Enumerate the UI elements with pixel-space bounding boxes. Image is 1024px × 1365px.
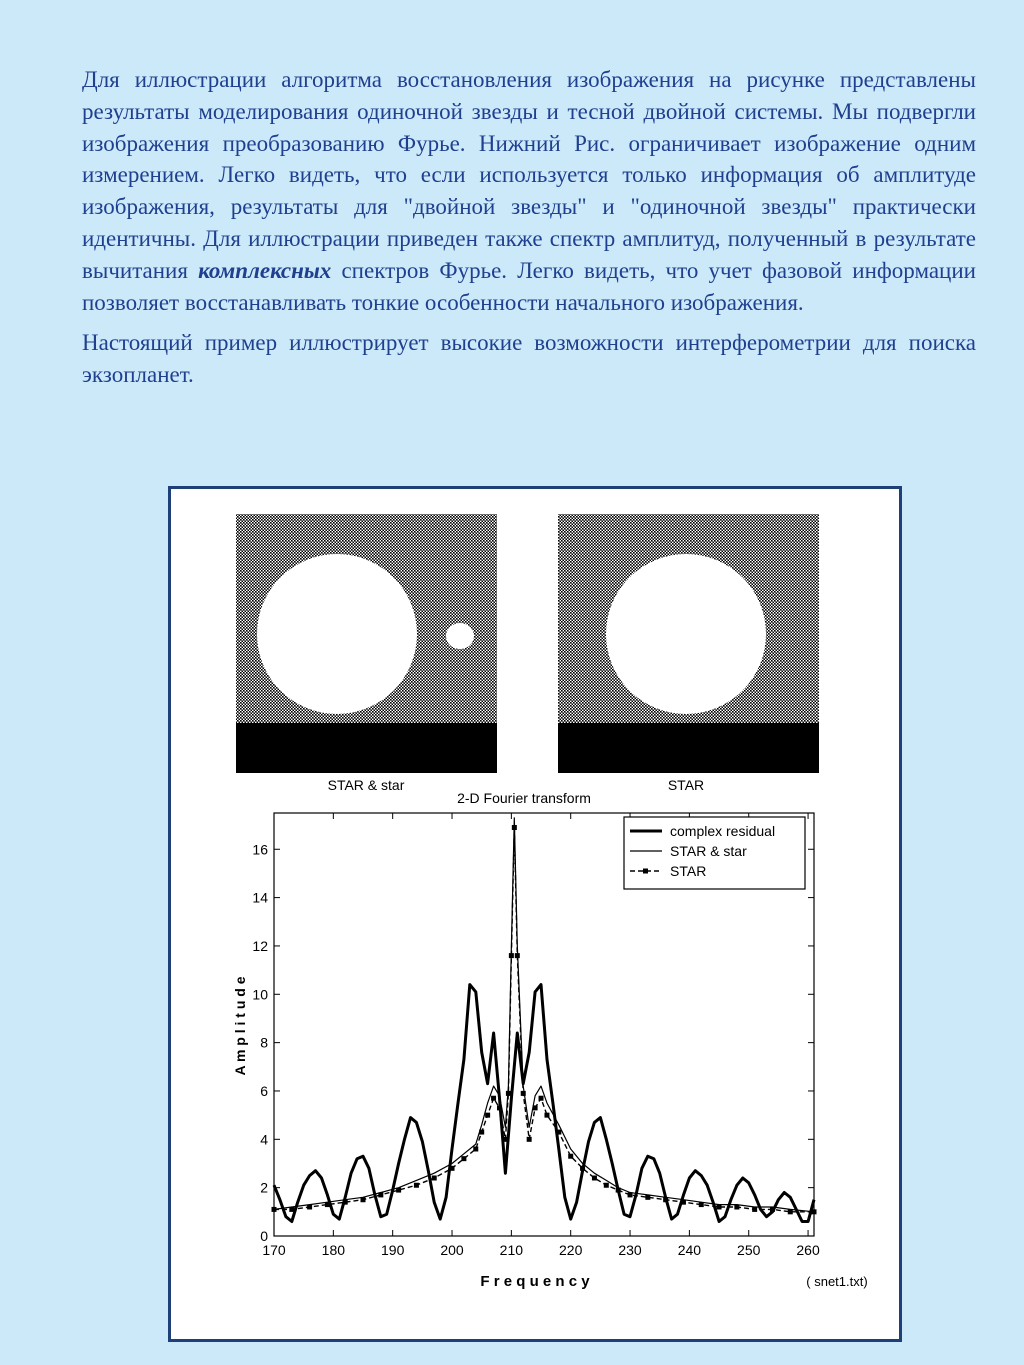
paragraph-2: Настоящий пример иллюстрирует высокие возможности интерферометрии для поиска экзопланет. xyxy=(82,330,976,388)
star-data-point xyxy=(485,1113,490,1118)
star-data-point xyxy=(515,953,520,958)
x-tick-label: 190 xyxy=(381,1242,405,1258)
paragraph-1 xyxy=(82,64,976,318)
legend-label-complex-residual: complex residual xyxy=(670,823,776,839)
star-data-point xyxy=(533,1105,538,1110)
legend-label-star: STAR xyxy=(670,863,707,879)
star-data-point xyxy=(628,1192,633,1197)
x-tick-label: 200 xyxy=(440,1242,464,1258)
star-data-point xyxy=(473,1146,478,1151)
double-star-dark-band xyxy=(236,723,497,773)
star-data-point xyxy=(734,1204,739,1209)
figure-svg xyxy=(171,489,899,1339)
star-data-point xyxy=(592,1175,597,1180)
double-star-image xyxy=(236,514,497,773)
star-data-point xyxy=(717,1204,722,1209)
star-data-point xyxy=(461,1156,466,1161)
star-data-point xyxy=(527,1137,532,1142)
y-tick-label: 12 xyxy=(252,937,268,954)
article-text xyxy=(82,64,976,400)
star-data-point xyxy=(414,1183,419,1188)
legend-label-star-and-star: STAR & star xyxy=(670,843,747,859)
y-tick-label: 2 xyxy=(260,1179,268,1196)
y-tick-label: 6 xyxy=(260,1082,268,1099)
x-tick-label: 230 xyxy=(618,1242,642,1258)
star-data-point xyxy=(479,1130,484,1135)
y-tick-label: 16 xyxy=(252,841,268,858)
y-axis-label: A m p l i t u d e xyxy=(232,976,248,1076)
fourier-plot xyxy=(232,813,868,1290)
series-line-complex-residual xyxy=(274,985,814,1222)
star-data-point xyxy=(521,1091,526,1096)
y-tick-label: 4 xyxy=(260,1131,268,1148)
x-tick-label: 170 xyxy=(262,1242,286,1258)
star-data-point xyxy=(272,1207,277,1212)
figure-frame xyxy=(168,486,902,1342)
paragraph-1-emphasis: комплексных xyxy=(198,257,332,283)
source-annotation: ( snet1.txt) xyxy=(806,1274,868,1289)
star-data-point xyxy=(361,1197,366,1202)
legend xyxy=(624,817,805,889)
star-data-point xyxy=(378,1192,383,1197)
star-data-point xyxy=(506,1091,511,1096)
y-tick-label: 8 xyxy=(260,1034,268,1051)
single-star-caption: STAR xyxy=(667,777,705,793)
companion-star-disk xyxy=(446,623,474,649)
star-data-point xyxy=(307,1204,312,1209)
x-tick-label: 260 xyxy=(796,1242,820,1258)
y-tick-label: 0 xyxy=(260,1228,268,1244)
y-tick-label: 10 xyxy=(252,986,268,1003)
x-tick-label: 240 xyxy=(677,1242,702,1258)
x-tick-label: 220 xyxy=(559,1242,583,1258)
star-data-point xyxy=(788,1209,793,1214)
legend-marker-star xyxy=(643,869,648,874)
primary-star-disk xyxy=(257,554,417,714)
single-star-image xyxy=(558,514,819,773)
single-star-dark-band xyxy=(558,723,819,773)
x-axis-label: F r e q u e n c y xyxy=(480,1273,590,1290)
star-data-point xyxy=(512,825,517,830)
star-data-point xyxy=(752,1207,757,1212)
x-tick-label: 250 xyxy=(737,1242,761,1258)
y-axis xyxy=(252,841,814,1244)
star-data-point xyxy=(396,1188,401,1193)
star-data-point xyxy=(539,1096,544,1101)
star-data-point xyxy=(645,1195,650,1200)
star-data-point xyxy=(568,1154,573,1159)
star-data-point xyxy=(491,1096,496,1101)
single-star-disk xyxy=(606,554,766,714)
paragraph-1-text: Для иллюстрации алгоритма восстановления изображения на рисунке представлены результаты моделирования одиночной звезды и тесной двойной системы. Мы подвергли изображения преобразованию Фурье. Нижний Рис. ограничивает изображение одним измерением. Легко видеть, что если используется только информация об амплитуде изображения, результаты для "двойной звезды" и "одиночной звезды" практически идентичны. Для иллюстрации приведен также спектр амплитуд, полученный в результате вычитания xyxy=(82,67,976,283)
y-tick-label: 14 xyxy=(252,889,268,906)
star-data-point xyxy=(432,1175,437,1180)
double-star-caption: STAR & star xyxy=(327,777,405,793)
star-data-point xyxy=(544,1113,549,1118)
paragraph-1-text-end: спектров Фурье. Легко видеть, что учет фазовой информации позволяет восстанавливать тонкие особенности начального изображения. xyxy=(82,257,976,315)
x-tick-label: 180 xyxy=(321,1242,346,1258)
plot-title: 2-D Fourier transform xyxy=(457,790,591,806)
star-data-point xyxy=(699,1202,704,1207)
star-data-point xyxy=(509,953,514,958)
star-data-point xyxy=(604,1183,609,1188)
x-tick-label: 210 xyxy=(499,1242,524,1258)
